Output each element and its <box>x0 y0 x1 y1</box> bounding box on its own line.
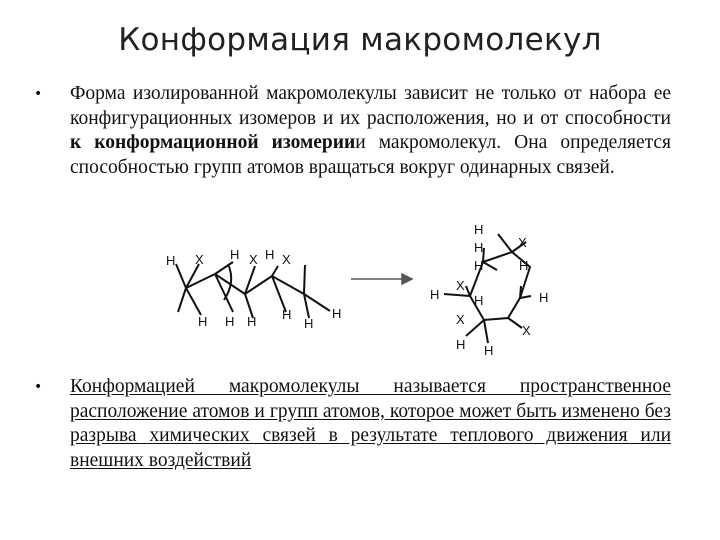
atom-label: H <box>474 293 484 308</box>
atom-label: H <box>225 314 235 329</box>
atom-label: H <box>430 287 440 302</box>
atom-label: H <box>282 307 292 322</box>
atom-label: H <box>304 316 314 331</box>
atom-label: X <box>195 252 204 267</box>
atom-label: H <box>265 247 275 262</box>
atom-label: H <box>230 247 240 262</box>
paragraph-conformation-definition <box>70 375 671 473</box>
atom-label: X <box>282 252 291 267</box>
atom-label: H <box>519 258 529 273</box>
atom-label: H <box>484 343 494 358</box>
atom-label: H <box>456 337 466 352</box>
atom-label: H <box>539 290 549 305</box>
atom-label: X <box>518 235 527 250</box>
linear-chain-bonds <box>176 262 330 318</box>
atom-label: H <box>474 258 484 273</box>
atom-label: H <box>332 306 342 321</box>
arrow-icon <box>351 274 412 284</box>
slide-title: Конформация макромолекул <box>118 22 602 58</box>
paragraph-bold-term: к конформационной изомерии <box>70 132 356 154</box>
paragraph-text-start: Форма изолированной макромолекулы зависит не только от набора ее конфигурационных изомеров и их расположения, но и от способности <box>70 83 671 129</box>
bullet-marker-1: • <box>34 86 43 102</box>
atom-label: H <box>166 253 176 268</box>
paragraph-underlined-text: Конформацией макромолекулы называется пространственное расположение атомов и групп атомов, которое может быть изменено без разрыва химических связей в результате теплового движения или внешних воздействий <box>70 376 671 471</box>
atom-label: H <box>474 222 484 237</box>
atom-label: X <box>456 312 465 327</box>
atom-label: X <box>249 252 258 267</box>
atom-label: H <box>474 240 484 255</box>
bullet-marker-2: • <box>34 379 43 395</box>
paragraph-text-end: и макромолекул. Она определяется способностью групп атомов вращаться вокруг одинарных связей. <box>70 132 672 178</box>
atom-label: X <box>456 278 465 293</box>
atom-label: X <box>522 323 531 338</box>
atom-label: H <box>198 314 208 329</box>
atom-label: H <box>247 314 257 329</box>
ring-conformation-atoms <box>430 222 548 358</box>
